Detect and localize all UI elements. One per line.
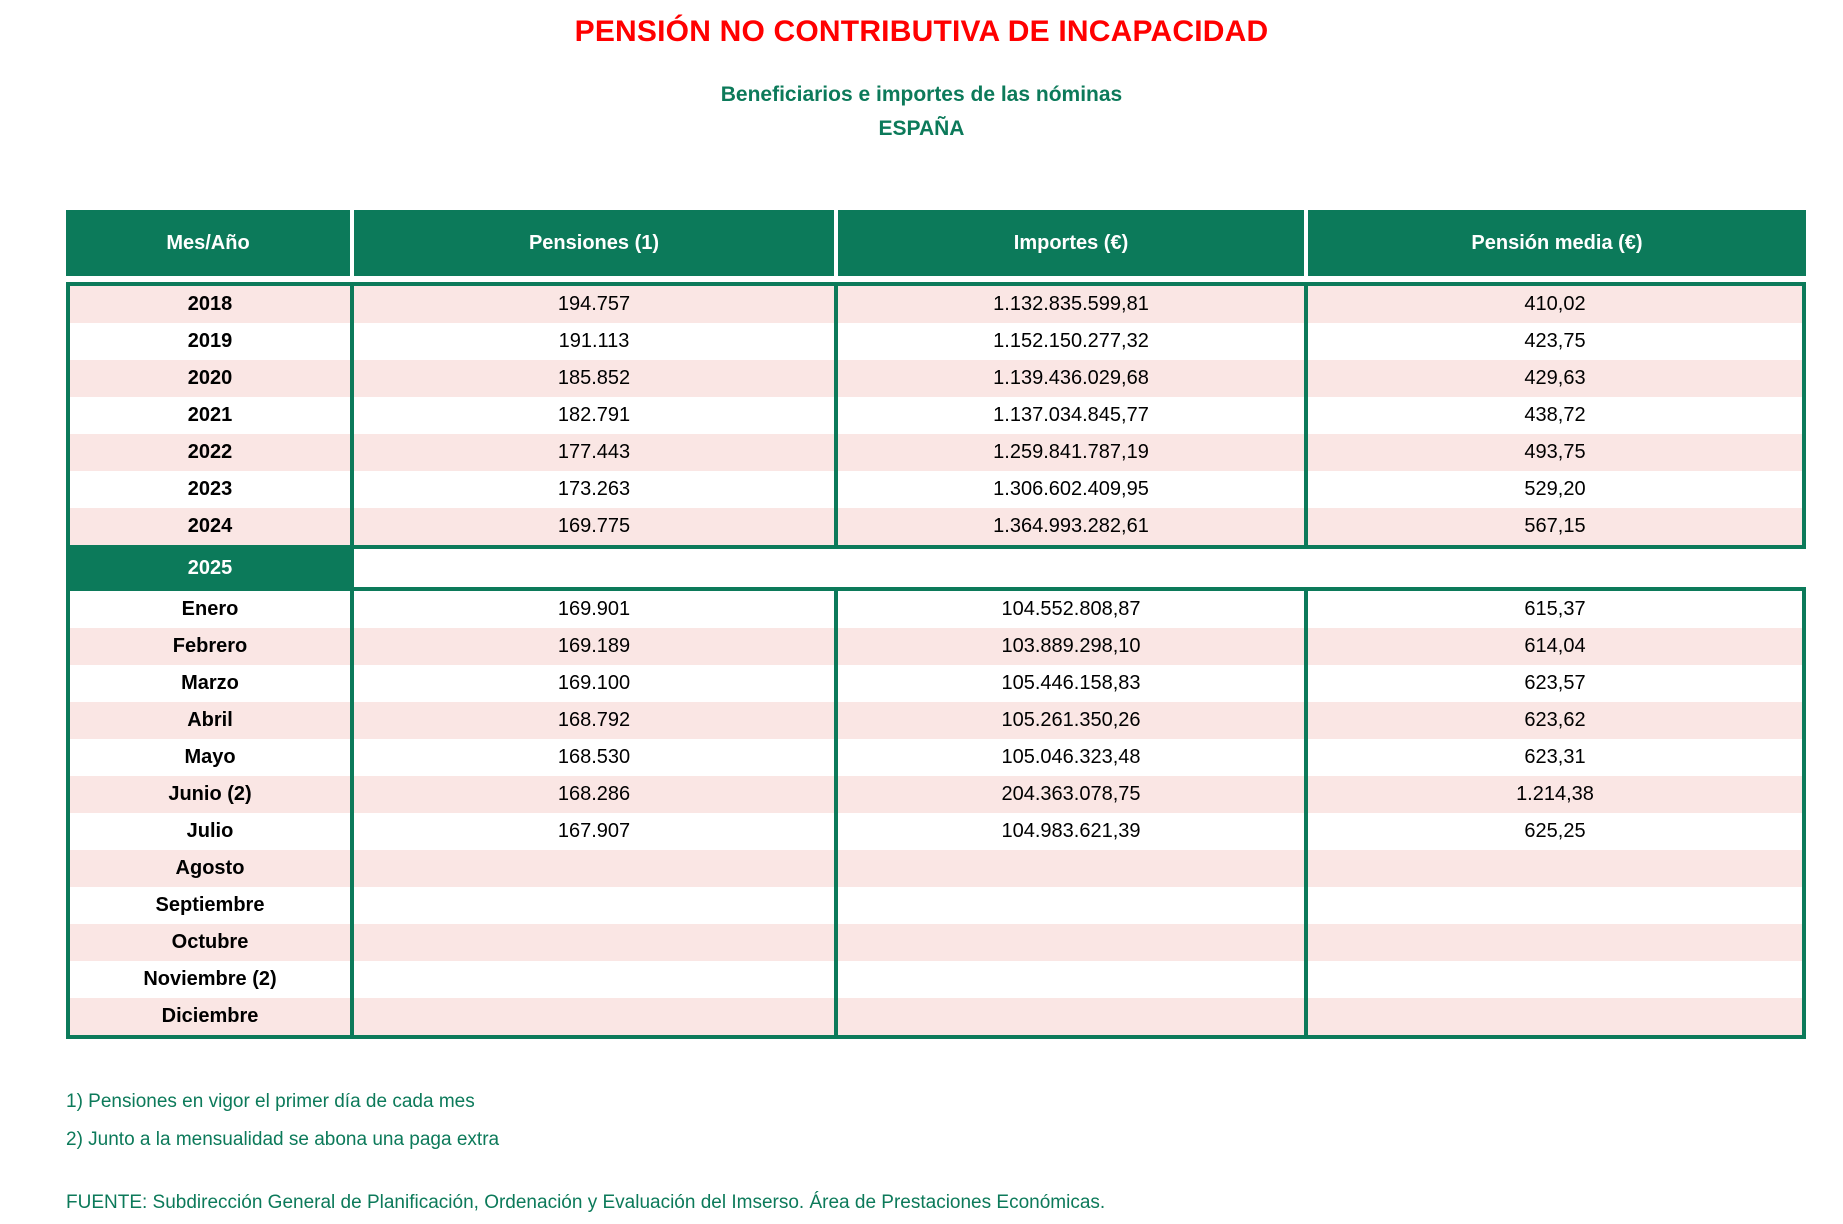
cell-pension-media (1308, 887, 1806, 924)
table-row (66, 508, 1806, 549)
cell-importes: 1.152.150.277,32 (838, 323, 1308, 360)
cell-period: Mayo (66, 739, 354, 776)
cell-pension-media: 615,37 (1308, 587, 1806, 628)
cell-period: Enero (66, 587, 354, 628)
table-row (66, 282, 1806, 323)
table-row (66, 702, 1806, 739)
page-subtitle: Beneficiarios e importes de las nóminas (720, 83, 1123, 106)
table-row (66, 665, 1806, 702)
table-header-row (66, 210, 1806, 276)
cell-importes: 1.306.602.409,95 (838, 471, 1308, 508)
year-band-row (66, 549, 1806, 587)
table-row (66, 628, 1806, 665)
footnote-2: 2) Junto a la mensualidad se abona una paga extra (66, 1129, 500, 1150)
cell-importes: 1.364.993.282,61 (838, 508, 1308, 549)
cell-period: Febrero (66, 628, 354, 665)
year-band-blank (354, 549, 1806, 587)
table-row (66, 434, 1806, 471)
cell-pension-media: 623,62 (1308, 702, 1806, 739)
cell-importes (838, 887, 1308, 924)
cell-importes: 105.446.158,83 (838, 665, 1308, 702)
table-row (66, 397, 1806, 434)
column-header-importes: Importes (€) (838, 210, 1308, 276)
cell-pension-media: 438,72 (1308, 397, 1806, 434)
cell-pension-media: 623,57 (1308, 665, 1806, 702)
table-row (66, 813, 1806, 850)
cell-pensiones: 194.757 (354, 282, 838, 323)
cell-period: Septiembre (66, 887, 354, 924)
table-row (66, 739, 1806, 776)
table-row (66, 924, 1806, 961)
table-row (66, 887, 1806, 924)
cell-pensiones: 191.113 (354, 323, 838, 360)
table-row (66, 850, 1806, 887)
cell-period: 2020 (66, 360, 354, 397)
table-row (66, 776, 1806, 813)
subtitle-block (0, 80, 1843, 145)
cell-pensiones (354, 998, 838, 1039)
cell-pension-media: 1.214,38 (1308, 776, 1806, 813)
cell-pension-media (1308, 998, 1806, 1039)
cell-pension-media (1308, 850, 1806, 887)
cell-period: Junio (2) (66, 776, 354, 813)
pension-table (66, 210, 1806, 1039)
cell-period: 2024 (66, 508, 354, 549)
cell-period: Agosto (66, 850, 354, 887)
cell-pensiones (354, 961, 838, 998)
cell-period: 2022 (66, 434, 354, 471)
cell-period: Abril (66, 702, 354, 739)
table-row (66, 471, 1806, 508)
cell-importes: 104.983.621,39 (838, 813, 1308, 850)
cell-pension-media: 567,15 (1308, 508, 1806, 549)
cell-period: Diciembre (66, 998, 354, 1039)
cell-pension-media: 429,63 (1308, 360, 1806, 397)
column-header-pension-media: Pensión media (€) (1308, 210, 1806, 276)
cell-importes: 105.261.350,26 (838, 702, 1308, 739)
table-body (66, 276, 1806, 1039)
cell-importes: 1.139.436.029,68 (838, 360, 1308, 397)
cell-pensiones: 169.189 (354, 628, 838, 665)
cell-importes: 1.137.034.845,77 (838, 397, 1308, 434)
cell-pension-media: 529,20 (1308, 471, 1806, 508)
table-row (66, 323, 1806, 360)
column-header-month: Mes/Año (66, 210, 354, 276)
table-header (66, 210, 1806, 276)
cell-pensiones: 168.792 (354, 702, 838, 739)
cell-pensiones (354, 850, 838, 887)
cell-importes: 103.889.298,10 (838, 628, 1308, 665)
cell-pension-media: 623,31 (1308, 739, 1806, 776)
column-header-pensiones: Pensiones (1) (354, 210, 838, 276)
cell-pension-media (1308, 961, 1806, 998)
cell-importes (838, 961, 1308, 998)
cell-pension-media: 423,75 (1308, 323, 1806, 360)
cell-pensiones: 169.100 (354, 665, 838, 702)
cell-pensiones: 182.791 (354, 397, 838, 434)
cell-period: 2021 (66, 397, 354, 434)
cell-pensiones: 185.852 (354, 360, 838, 397)
cell-importes (838, 924, 1308, 961)
cell-pensiones (354, 924, 838, 961)
cell-pensiones: 169.775 (354, 508, 838, 549)
cell-pension-media: 614,04 (1308, 628, 1806, 665)
cell-importes (838, 998, 1308, 1039)
page-title: PENSIÓN NO CONTRIBUTIVA DE INCAPACIDAD (574, 15, 1269, 48)
year-band-label: 2025 (66, 549, 354, 587)
cell-period: Julio (66, 813, 354, 850)
cell-pensiones: 173.263 (354, 471, 838, 508)
cell-pension-media: 410,02 (1308, 282, 1806, 323)
titles-block (0, 0, 1843, 145)
cell-pensiones (354, 887, 838, 924)
cell-pensiones: 168.530 (354, 739, 838, 776)
cell-pension-media: 493,75 (1308, 434, 1806, 471)
cell-period: 2023 (66, 471, 354, 508)
cell-period: Marzo (66, 665, 354, 702)
pension-table-container (66, 210, 1806, 1039)
cell-pensiones: 169.901 (354, 587, 838, 628)
table-row (66, 587, 1806, 628)
table-row (66, 998, 1806, 1039)
cell-period: Octubre (66, 924, 354, 961)
cell-pension-media: 625,25 (1308, 813, 1806, 850)
cell-importes: 1.259.841.787,19 (838, 434, 1308, 471)
cell-period: Noviembre (2) (66, 961, 354, 998)
table-row (66, 360, 1806, 397)
cell-importes: 105.046.323,48 (838, 739, 1308, 776)
cell-pension-media (1308, 924, 1806, 961)
cell-pensiones: 167.907 (354, 813, 838, 850)
cell-pensiones: 168.286 (354, 776, 838, 813)
footnote-1: 1) Pensiones en vigor el primer día de cada mes (66, 1091, 475, 1112)
cell-period: 2019 (66, 323, 354, 360)
cell-importes: 1.132.835.599,81 (838, 282, 1308, 323)
cell-period: 2018 (66, 282, 354, 323)
footnotes-block (66, 1092, 1766, 1168)
table-row (66, 961, 1806, 998)
cell-importes: 204.363.078,75 (838, 776, 1308, 813)
source-line: FUENTE: Subdirección General de Planificación, Ordenación y Evaluación del Imserso. Área de Prestaciones Económicas. (66, 1192, 1106, 1213)
cell-importes (838, 850, 1308, 887)
cell-importes: 104.552.808,87 (838, 587, 1308, 628)
cell-pensiones: 177.443 (354, 434, 838, 471)
page-country: ESPAÑA (878, 117, 965, 141)
